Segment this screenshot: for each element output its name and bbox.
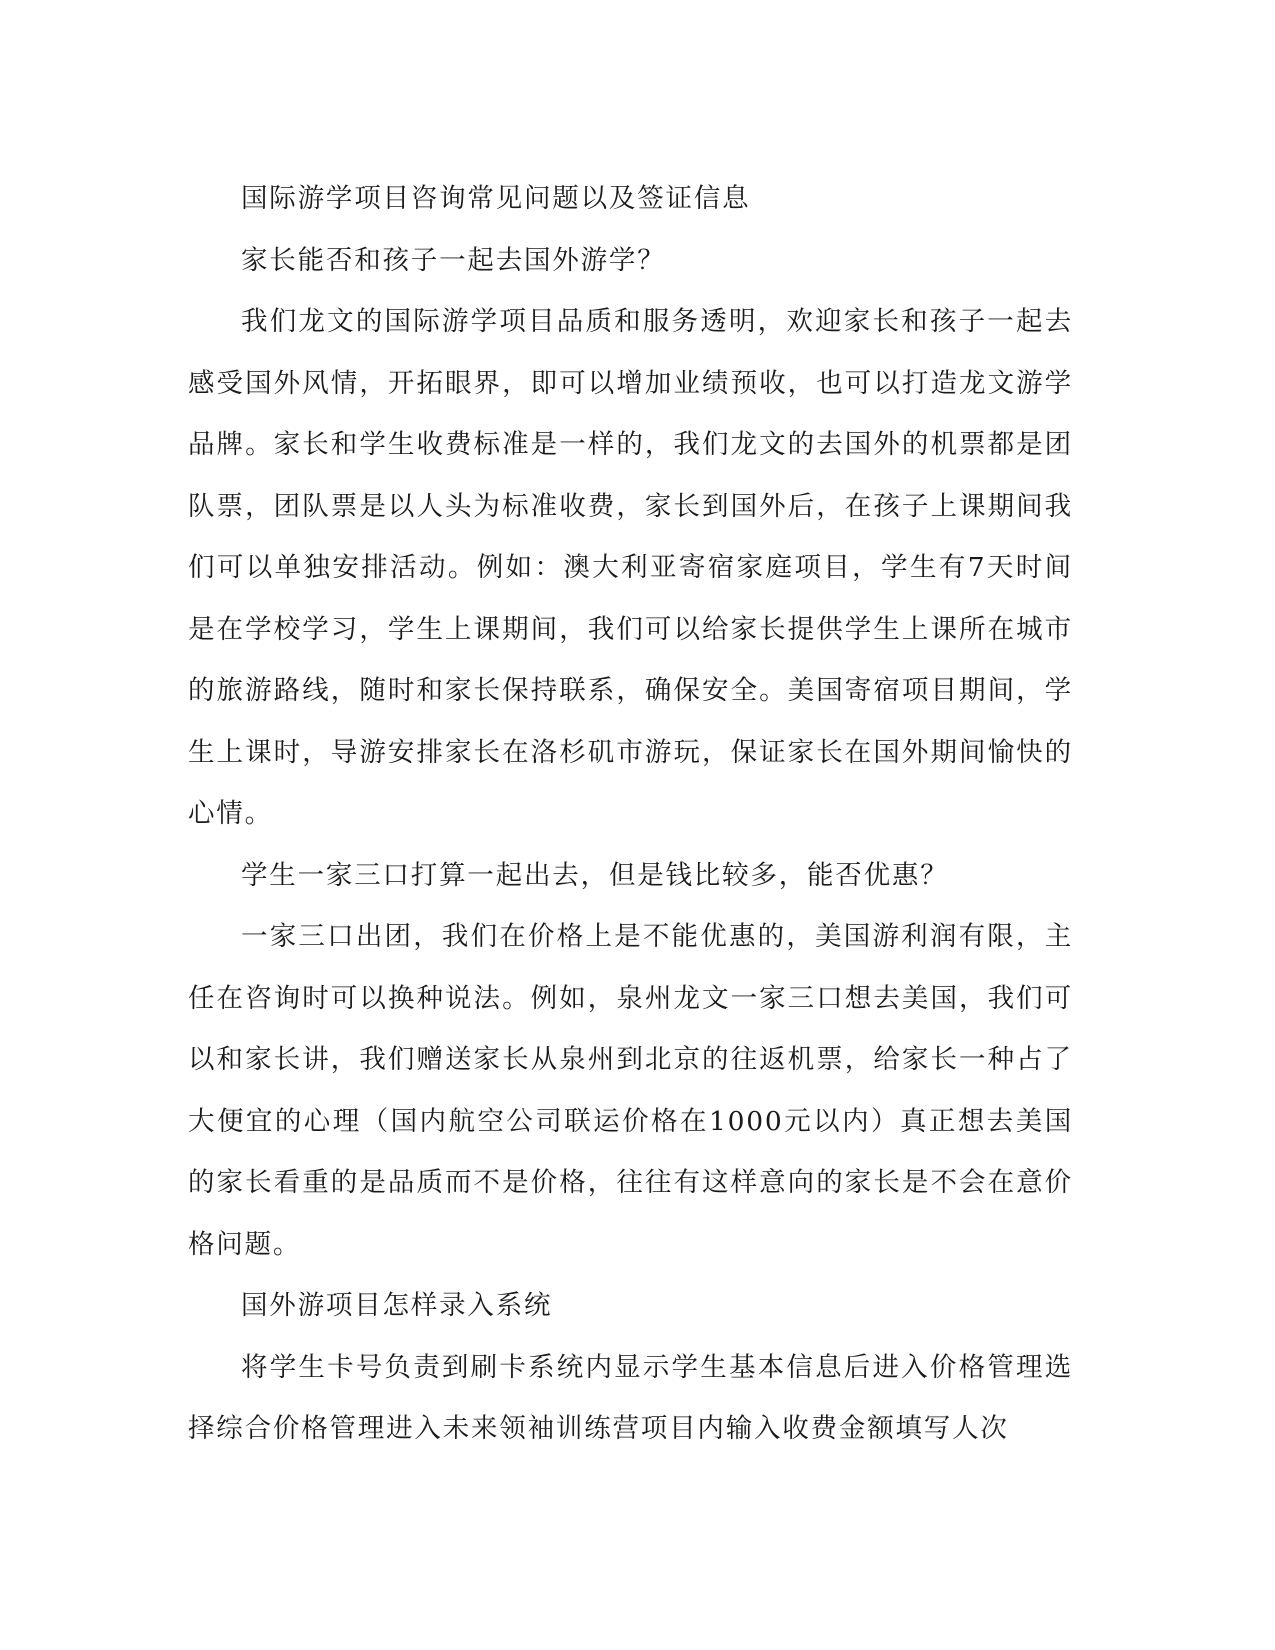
question-heading: 家长能否和孩子一起去国外游学？	[241, 244, 666, 276]
document-title: 国际游学项目咨询常见问题以及签证信息	[241, 183, 751, 214]
answer-paragraph: 一家三口出团，我们在价格上是不能优惠的，美国游利润有限，主任在咨询时可以换种说法。例如，泉州龙文一家三口想去美国，我们可以和家长讲，我们赠送家长从泉州到北京的往返机票，给家长一种占了大便宜的心理（国内航空公司联运价格在1000元以内）真正想去美国的家长看重的是品质而不是价格，往往有这样意向的家长是不会在意价格问题。	[188, 921, 1073, 1260]
document-body	[188, 168, 1073, 1460]
answer-paragraph: 我们龙文的国际游学项目品质和服务透明，欢迎家长和孩子一起去感受国外风情，开拓眼界，即可以增加业绩预收，也可以打造龙文游学品牌。家长和学生收费标准是一样的，我们龙文的去国外的机票都是团队票，团队票是以人头为标准收费，家长到国外后，在孩子上课期间我们可以单独安排活动。例如：澳大利亚寄宿家庭项目，学生有7天时间是在学校学习，学生上课期间，我们可以给家长提供学生上课所在城市的旅游路线，随时和家长保持联系，确保安全。美国寄宿项目期间，学生上课时，导游安排家长在洛杉矶市游玩，保证家长在国外期间愉快的心情。	[188, 306, 1073, 829]
answer-paragraph: 将学生卡号负责到刷卡系统内显示学生基本信息后进入价格管理选择综合价格管理进入未来领袖训练营项目内输入收费金额填写人次	[188, 1351, 1073, 1444]
question-heading: 学生一家三口打算一起出去，但是钱比较多，能否优惠？	[241, 859, 949, 891]
question-heading: 国外游项目怎样录入系统	[241, 1290, 553, 1321]
